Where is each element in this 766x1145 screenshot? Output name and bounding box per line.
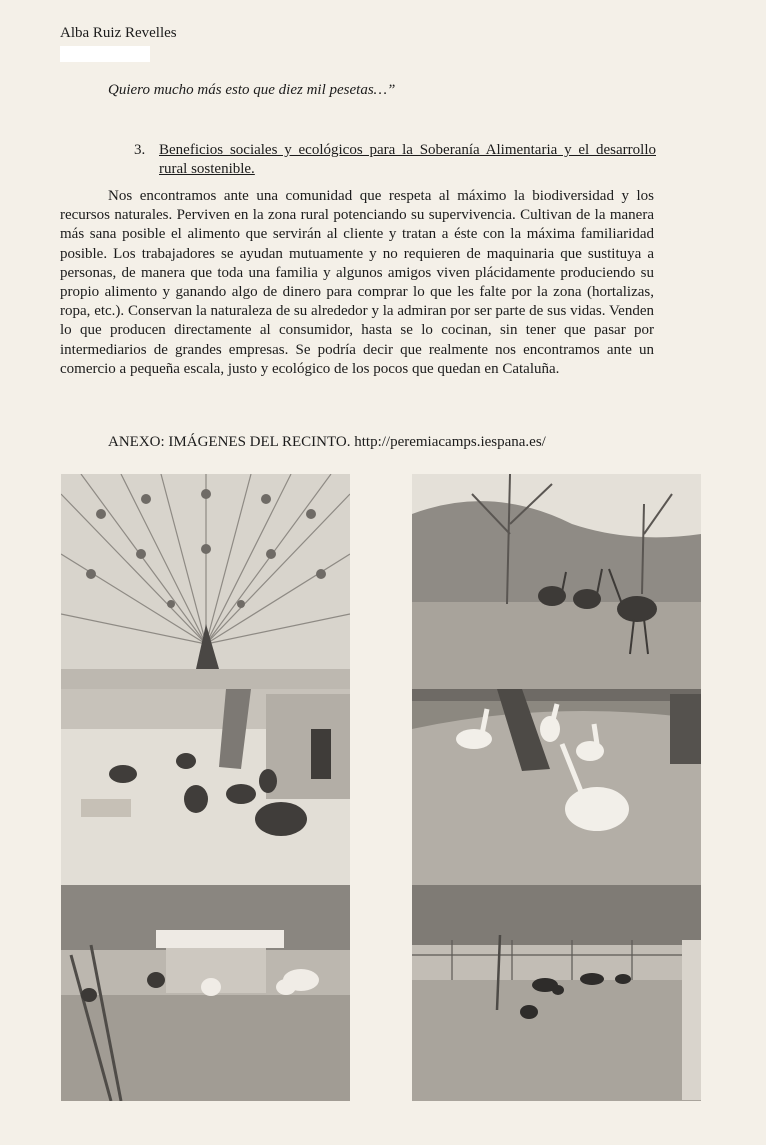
section-number: 3. bbox=[134, 142, 146, 158]
annex-caption: ANEXO: IMÁGENES DEL RECINTO. http://peremiacamps.iespana.es/ bbox=[108, 434, 546, 450]
photo-geese bbox=[412, 689, 701, 885]
body-paragraph: Nos encontramos ante una comunidad que respeta al máximo la biodiversidad y los recursos naturales. Perviven en la zona rural potenciando su supervivencia. Cultivan de la manera más sana posible el alimento que servirán al cliente y tratan a éste con la máxima familiaridad posible. Los trabajadores se ayudan mutuamente y no requieren de maquinaria que sustituya a personas, de manera que toda una familia y algunos amigos viven plácidamente produciendo su propio alimento y ganando algo de dinero para comprar lo que les falte por la zona (hortalizas, ropa, etc.). Conservan la naturaleza de su alrededor y la admiran por ser parte de sus vidas. Venden lo que producen directamente al consumidor, hasta se lo cocinan, sin tener que pasar por intermediarios de grandes empresas. Se podría decir que realmente nos encontramos ante un comercio a pequeña escala, justo y ecológico de los pocos que quedan en Cataluña. bbox=[60, 188, 654, 377]
photo-ostriches bbox=[412, 474, 701, 689]
photo-shelter bbox=[61, 885, 350, 1101]
correction-tape bbox=[60, 46, 150, 62]
section-title: Beneficios sociales y ecológicos para la Soberanía Alimentaria y el desarrollo rural sostenible. bbox=[159, 142, 656, 177]
photo-chickens bbox=[61, 689, 350, 885]
photo-pigs bbox=[412, 885, 701, 1101]
photo-peacock bbox=[61, 474, 350, 689]
author-name: Alba Ruiz Revelles bbox=[60, 25, 177, 41]
quote-line: Quiero mucho más esto que diez mil pesetas…” bbox=[108, 82, 396, 98]
